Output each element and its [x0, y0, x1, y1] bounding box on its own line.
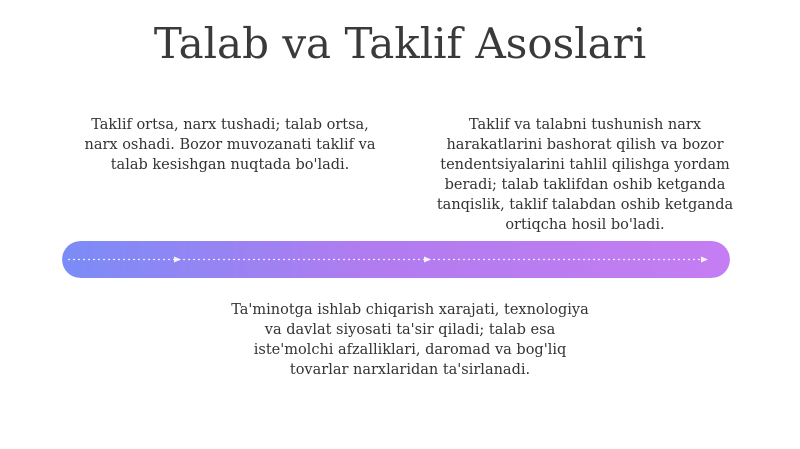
text-block-left: Taklif ortsa, narx tushadi; talab ortsa, narx oshadi. Bozor muvozanati taklif va talab kesishgan nuqtada bo'ladi. [84, 117, 376, 173]
timeline-bar [62, 241, 730, 278]
slide-title: Talab va Taklif Asoslari [153, 19, 647, 68]
timeline-graphic [62, 241, 730, 278]
text-block-right: Taklif va talabni tushunish narx harakatlarini bashorat qilish va bozor tendentsiyalarini tahlil qilishga yordam beradi; talab taklifdan oshib ketganda tanqislik, taklif talabdan oshib ketganda ortiqcha hosil bo'ladi. [436, 117, 734, 233]
text-block-bottom: Ta'minotga ishlab chiqarish xarajati, texnologiya va davlat siyosati ta'sir qiladi; talab esa iste'molchi afzalliklari, daromad va bog'liq tovarlar narxlaridan ta'sirlanadi. [231, 302, 589, 378]
